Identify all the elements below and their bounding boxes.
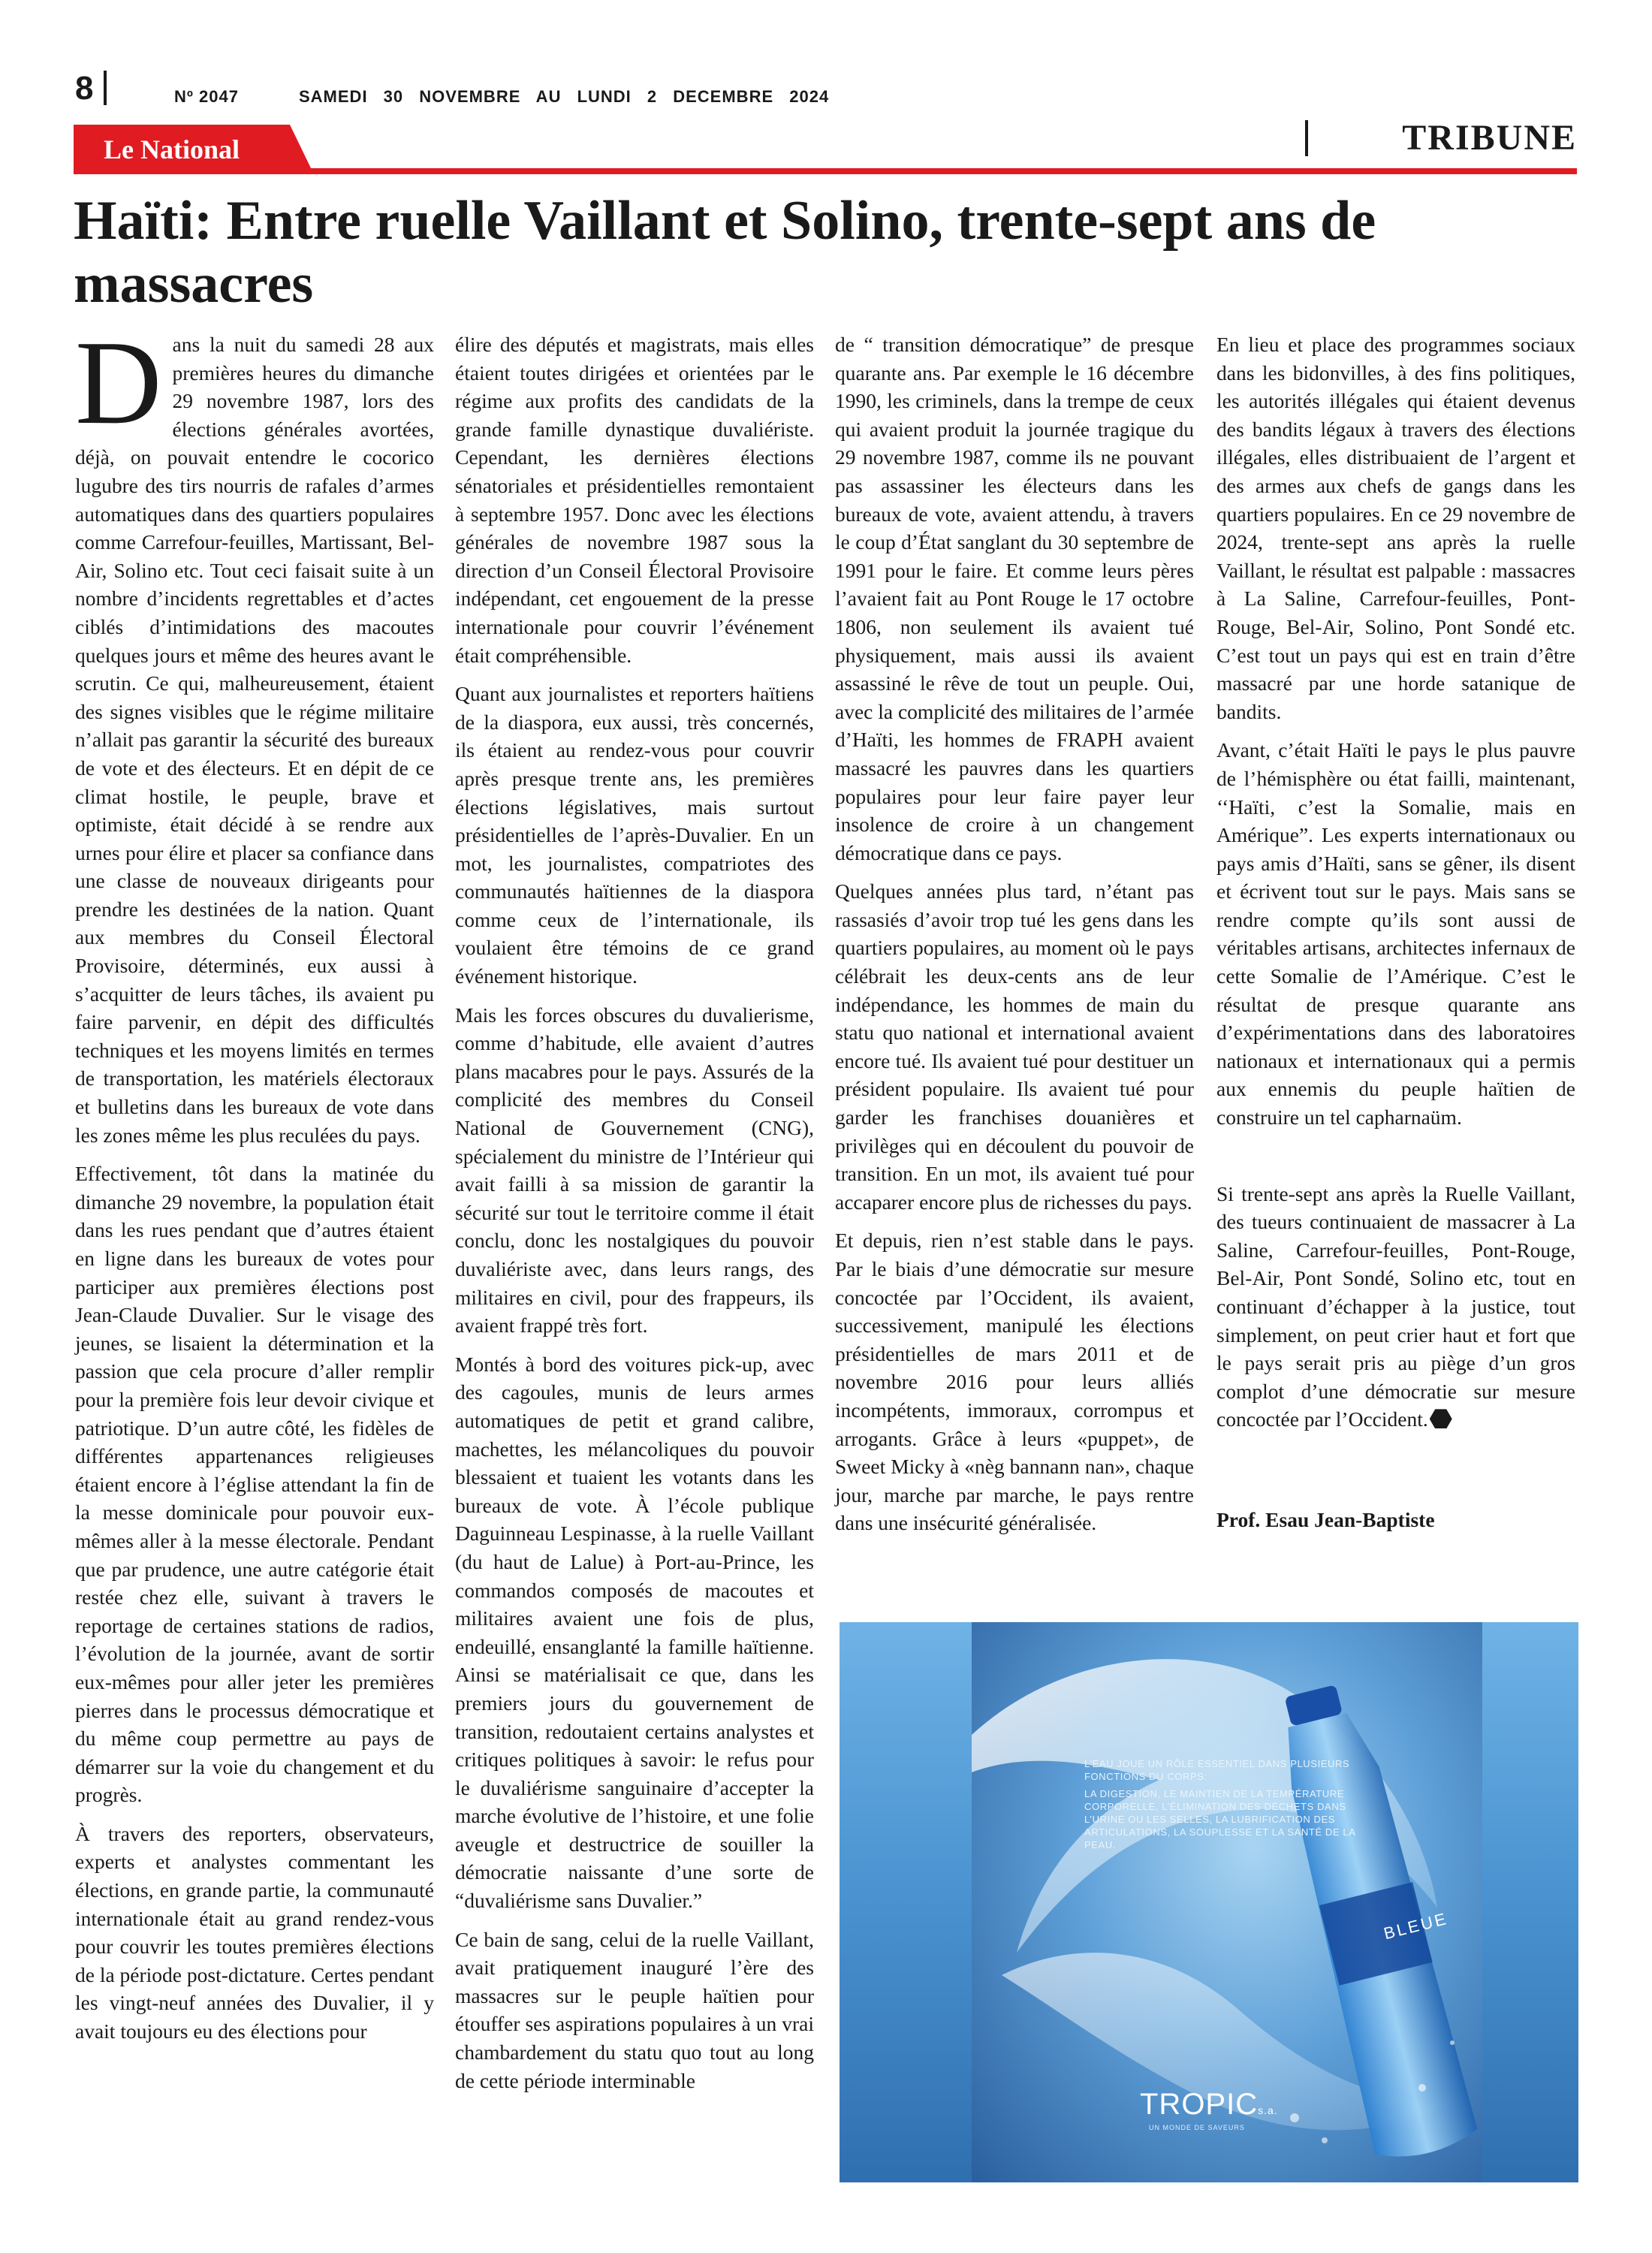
article-column-4 [1216, 330, 1575, 1545]
tropic-logo [1140, 2088, 1278, 2122]
page-number: 8 [75, 70, 94, 107]
logo-text: TROPIC [1140, 2088, 1259, 2121]
article-paragraph: À travers des reporters, observateurs, experts et analystes commentant les élections, en grande partie, la communauté internationale était au grand rendez-vous pour couvrir les toutes premières élections de la période post-dictature. Certes pendant les vingt-neuf années des Duvalier, il y avait toujours eu des élections pour [75, 1821, 435, 2043]
bottle-label: BLEUE [1382, 1908, 1450, 1944]
issue-date: SAMEDI 30 NOVEMBRE AU LUNDI 2 DECEMBRE 2024 [299, 87, 830, 106]
article-paragraph: Ce bain de sang, celui de la ruelle Vaillant, avait pratiquement inauguré l’ère des massacres sur le peuple haïtien pour étouffer ses aspirations populaires à un vrai chambardement du statu quo tout au long de cette période interminable [455, 1927, 814, 2092]
logo-suffix: s.a. [1258, 2104, 1278, 2116]
section-label: TRIBUNE [1402, 118, 1577, 158]
ad-copy [1084, 1757, 1370, 1851]
logo-tagline: UN MONDE DE SAVEURS [1149, 2124, 1245, 2131]
end-of-article-icon [1430, 1409, 1452, 1428]
article-paragraph: Quant aux journalistes et reporters haïtiens de la diaspora, eux aussi, très concernés, ils étaient au rendez-vous pour couvrir après presque trente ans, les premières élections législatives, mais surtout présidentielles de l’après-Duvalier. En un mot, les journalistes, compatriotes des communautés haïtiennes de la diaspora comme ceux de l’internationale, ils voulaient être témoins de ce grand événement historique. [455, 682, 814, 988]
drop-cap: D [75, 315, 162, 449]
article-paragraph: Effectivement, tôt dans la matinée du dimanche 29 novembre, la population était dans les rues pendant que d’autres étaient en ligne dans les bureaux de votes pour participer aux premières élections post Jean-Claude Duvalier. Sur le visage des jeunes, se lisaient la détermination et la passion que cela procure d’aller remplir pour la première fois leur devoir civique et patriotique. D’un autre côté, les fidèles de différentes appartenances religieuses étaient encore à l’église attendant la fin de la messe dominicale pour pouvoir eux-mêmes aller à la messe électorale. Pendant que par prudence, une autre catégorie était restée chez elle, suivant à travers le reportage de certaines stations de radios, l’évolution de la journée, avant de sortir eux-mêmes pour aller jeter les premières pierres dans le processus démocratique et du même coup permettre au pays de démarrer sur la voie du changement et du progrès. [75, 1162, 434, 1807]
article-paragraph: élire des députés et magistrats, mais elles étaient toutes dirigées et orientées par le régime aux profits des candidats de la grande famille dynastique duvaliériste. Cependant, les dernières élections sénatoriales et présidentielles remontaient à septembre 1957. Donc avec les élections générales de novembre 1987 sous la direction d’un Conseil Électoral Provisoire indépendant, cet engouement de la presse internationale pour couvrir l’événement était compréhensible. [455, 333, 814, 667]
header-rule [74, 168, 1577, 174]
paragraph-text: Si trente-sept ans après la Ruelle Vaillant, des tueurs continuaient de massacrer à La Saline, Carrefour-feuilles, Pont-Rouge, Bel-Air, Pont Sondé, Solino etc, tout en continuant d’échapper à la justice, tout simplement, on peut crier haut et fort que le pays serait pris au piège d’un gros complot d’une démocratie sur mesure concoctée par l’Occident. [1216, 1181, 1575, 1431]
paragraph-text: ans la nuit du samedi 28 aux premières heures du dimanche 29 novembre 1987, lors des élections générales avortées, déjà, on pouvait entendre le cocorico lugubre des tirs nourris de rafales d’armes automatiques dans des quartiers populaires comme Carrefour-feuilles, Martissant, Bel-Air, Solino etc. Tout ceci faisait suite à un nombre d’incidents regrettables et d’actes ciblés d’intimidations des macoutes quelques jours et même des heures avant le scrutin. Ce qui, malheureusement, étaient des signes visibles que le régime militaire n’allait pas garantir la sécurité des bureaux de vote et des électeurs. Et en dépit de ce climat hostile, le peuple, brave et optimiste, était décidé à se rendre aux urnes pour élire et placer sa confiance dans une classe de nouveaux dirigeants pour prendre les destinées de la nation. Quant aux membres du Conseil Électoral Provisoire, déterminés, eux aussi à s’acquitter de leurs tâches, ils avaient pu faire parvenir, en dépit des difficultés techniques et les moyens limités en termes de transportation, les matériels électoraux et bulletins dans les bureaux de vote dans les zones même les plus reculées du pays. [75, 333, 434, 1147]
article-column-1 [75, 315, 435, 2056]
article-column-3 [835, 330, 1194, 1548]
article-paragraph: Mais les forces obscures du duvalierisme, comme d’habitude, elle avaient d’autres plans macabres pour le pays. Assurés de la complicité des membres du Conseil National de Gouvernement (CNG), spécialement du ministre de l’Intérieur qui avait failli à sa mission de garantir la sécurité sur tout le territoire comme il était conclu, donc les nostalgiques du pouvoir duvaliériste avec, dans leurs rangs, des militaires en civil, pour des frappeurs, ils avaient frappé très fort. [455, 1003, 814, 1338]
article-column-2 [455, 330, 814, 2105]
ad-copy-line: LA DIGESTION, LE MAINTIEN DE LA TEMPÉRATURE CORPORELLE, L’ÉLIMINATION DES DÉCHETS DANS L’URINE OU LES SELLES, LA LUBRIFICATION DES ARTICULATIONS, LA SOUPLESSE ET LA SANTÉ DE LA PEAU. [1084, 1788, 1355, 1850]
article-paragraph [1216, 1180, 1575, 1434]
ad-copy-line: L’EAU JOUE UN RÔLE ESSENTIEL DANS PLUSIEURS FONCTIONS DU CORPS: [1084, 1758, 1350, 1782]
article-title: Haïti: Entre ruelle Vaillant et Solino, trente-sept ans de massacres [74, 190, 1376, 315]
article-paragraph: Montés à bord des voitures pick-up, avec des cagoules, munis de leurs armes automatiques de petit et grand calibre, machettes, les mélancoliques du pouvoir blessaient et tuaient les votants dans les bureaux de vote. À l’école publique Daguinneau Lespinasse, à la ruelle Vaillant (du haut de Lalue) à Port-au-Prince, les commandos composés de macoutes et militaires avaient une fois de plus, endeuillé, ensanglanté la famille haïtienne. Ainsi se matérialisait ce que, dans les premiers jours du gouvernement de transition, redoutaient certains analystes et critiques politiques à savoir: le refus pour le duvaliérisme sanguinaire d’accepter la marche évolutive de l’histoire, et une folie aveugle et destructrice de souiller la démocratie naissante d’une sorte de “duvaliérisme sans Duvalier.” [455, 1352, 814, 1913]
article-paragraph [75, 315, 434, 1149]
article-author: Prof. Esau Jean-Baptiste [1216, 1507, 1435, 1531]
ad-artwork [972, 1622, 1482, 2182]
section-divider [1305, 120, 1308, 156]
issue-number: Nº 2047 [174, 87, 239, 106]
newspaper-brand: Le National [104, 134, 240, 164]
paragraph-gap [1216, 1142, 1575, 1180]
article-paragraph: de “ transition démocratique” de presque quarante ans. Par exemple le 16 décembre 1990, les criminels, dans la trempe de ceux qui avaient produit la journée tragique du 29 novembre 1987, comme ils ne pouvant pas assassiner les électeurs dans les bureaux de vote, avaient attendu, à travers le coup d’État sanglant du 30 septembre de 1991 pour le faire. Et comme leurs pères l’avaient fait au Pont Rouge le 17 octobre 1806, non seulement ils avaient tué physiquement, mais aussi ils avaient assassiné le rêve de tout un peuple. Oui, avec la complicité des militaires de l’armée d’Haïti, les hommes de FRAPH avaient massacré les pauvres dans les quartiers populaires pour leur faire payer leur insolence de croire à un changement démocratique dans ce pays. [835, 333, 1194, 864]
page-number-divider [104, 71, 107, 105]
advertisement[interactable] [840, 1622, 1578, 2182]
article-paragraph: Avant, c’était Haïti le pays le plus pauvre de l’hémisphère ou état failli, maintenant, ‘‘Haïti, c’est la Somalie, mais en Amérique”. Les experts internationaux ou pays amis d’Haïti, sans se gêner, ils disent et écrivent tout sur le pays. Mais sans se rendre compte qu’ils sont aussi de véritables artisans, architectes infernaux de cette Somalie de l’Amérique. C’est le résultat de presque quarante ans d’expérimentations dans des laboratoires nationaux et internationaux qui a permis aux ennemis du peuple haïtien de construire un tel capharnaüm. [1216, 738, 1575, 1130]
article-paragraph: Et depuis, rien n’est stable dans le pays. Par le biais d’une démocratie sur mesure concoctée par l’Occident, ils avaient, successivement, manipulé les élections présidentielles de mars 2011 et de novembre 2016 pour leurs alliés incompétents, immoraux, corrompus et arrogants. Grâce à leurs «puppet», de Sweet Micky à «nèg bannann nan», chaque jour, marche par marche, le pays rentre dans une insécurité généralisée. [835, 1229, 1194, 1535]
article-paragraph: Quelques années plus tard, n’étant pas rassasiés d’avoir trop tué les gens dans les quartiers populaires, au moment où le pays célébrait les deux-cents ans de leur indépendance, les hommes de main du statu quo national et international avaient encore tué. Ils avaient tué pour destituer un président populaire. Ils avaient tué pour garder les franchises douanières et privilèges qui en découlent du pouvoir de transition. En un mot, ils avaient tué pour accaparer encore plus de richesses du pays. [835, 879, 1194, 1214]
article-paragraph: En lieu et place des programmes sociaux dans les bidonvilles, à des fins politiques, les autorités illégales qui étaient devenus des bandits légaux à travers des élections illégales, elles distribuaient de l’argent et des armes aux chefs de gangs dans les quartiers populaires. En ce 29 novembre de 2024, trente-sept ans après la ruelle Vaillant, le résultat est palpable : massacres à La Saline, Carrefour-feuilles, Pont-Rouge, Bel-Air, Solino, Pont Sondé etc. C’est tout un pays qui est en train d’être massacré par une horde satanique de bandits. [1216, 333, 1575, 723]
